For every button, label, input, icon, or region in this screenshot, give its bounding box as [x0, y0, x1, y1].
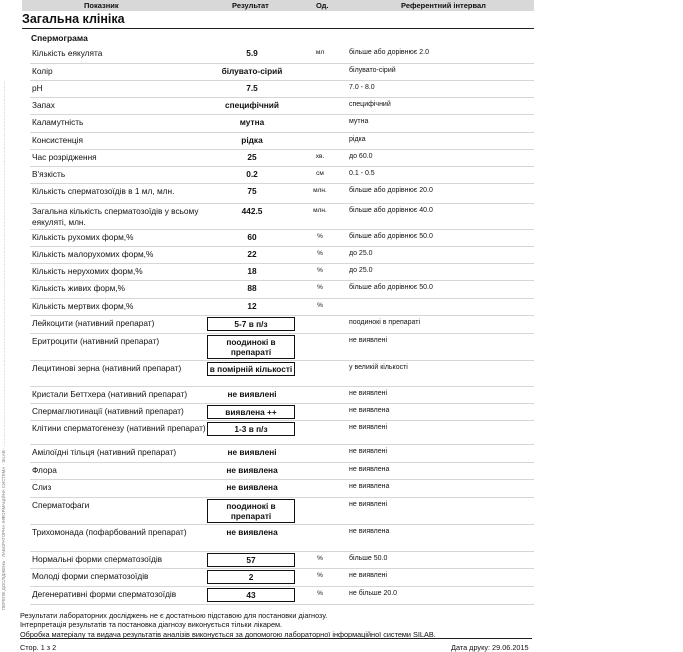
- page-number: Стор. 1 з 2: [20, 643, 57, 652]
- row-result-value: 12: [247, 301, 257, 311]
- row-reference: білувато-сірий: [349, 67, 396, 74]
- row-indicator-name: pH: [32, 83, 43, 93]
- row-result-value: 1-3 в п/з: [207, 422, 295, 436]
- row-result-value: поодинокі в препараті: [207, 335, 295, 359]
- row-result-value: не виявлена: [226, 527, 278, 537]
- table-row: [22, 281, 534, 299]
- row-indicator-name: Кількість живих форм,%: [32, 283, 126, 293]
- table-row: [22, 264, 534, 281]
- row-reference: не виявлені: [349, 424, 388, 431]
- table-row: [22, 404, 534, 421]
- header-result: Результат: [232, 1, 269, 10]
- row-reference: до 25.0: [349, 267, 373, 274]
- row-result-value: 75: [247, 186, 257, 196]
- row-unit: %: [317, 572, 323, 579]
- row-unit: %: [317, 555, 323, 562]
- table-header: [22, 0, 534, 11]
- row-reference: більше або дорівнює 50.0: [349, 284, 433, 291]
- row-result-value: 7.5: [246, 83, 258, 93]
- table-row: [22, 569, 534, 587]
- row-indicator-name: Колір: [32, 66, 53, 76]
- row-reference: до 25.0: [349, 250, 373, 257]
- row-indicator-name: Флора: [32, 465, 57, 475]
- row-indicator-name: Нормальні форми сперматозоїдів: [32, 554, 163, 564]
- header-indicator: Показник: [84, 1, 119, 10]
- row-unit: %: [317, 233, 323, 240]
- row-indicator-name: Час розрідження: [32, 152, 97, 162]
- row-result-value: 2: [207, 570, 295, 584]
- row-reference: не виявлені: [349, 448, 388, 455]
- row-indicator-name: В'язкість: [32, 169, 66, 179]
- row-result-value: не виявлені: [227, 389, 277, 399]
- row-result-value: виявлена ++: [207, 405, 295, 419]
- sub-title: Спермограма: [31, 33, 88, 43]
- row-reference: до 60.0: [349, 153, 373, 160]
- table-row: [22, 552, 534, 569]
- table-row: [22, 204, 534, 230]
- table-row: [22, 463, 534, 480]
- print-date: Дата друку: 29.06.2015: [451, 643, 529, 652]
- table-row: [22, 98, 534, 115]
- table-row: [22, 387, 534, 404]
- row-unit: %: [317, 267, 323, 274]
- row-result-value: не виявлена: [226, 465, 278, 475]
- row-indicator-name: Кількість сперматозоїдів в 1 мл, млн.: [32, 186, 175, 196]
- row-indicator-name: Загальна кількість сперматозоїдів у всьому еякуляті, млн.: [32, 206, 199, 227]
- table-row: [22, 81, 534, 98]
- row-reference: не виявлені: [349, 572, 388, 579]
- row-reference: не виявлена: [349, 528, 390, 535]
- row-result-value: 22: [247, 249, 257, 259]
- table-row: [22, 46, 534, 64]
- row-result-value: мутна: [239, 117, 265, 127]
- row-reference: не виявлена: [349, 466, 390, 473]
- row-unit: %: [317, 250, 323, 257]
- footer-note-2: Інтерпретація результатів та постановка діагнозу виконується тільки лікарем.: [20, 620, 283, 629]
- row-indicator-name: Запах: [32, 100, 55, 110]
- row-indicator-name: Кількість малорухомих форм,%: [32, 249, 154, 259]
- row-unit: млн.: [313, 187, 327, 194]
- row-reference: не виявлені: [349, 390, 388, 397]
- row-reference: більше або дорівнює 2.0: [349, 49, 429, 56]
- table-row: [22, 316, 534, 334]
- row-indicator-name: Дегенеративні форми сперматозоїдів: [32, 589, 177, 599]
- row-indicator-name: Кількість рухомих форм,%: [32, 232, 134, 242]
- row-reference: більше 50.0: [349, 555, 388, 562]
- row-result-value: 0.2: [246, 169, 258, 179]
- row-result-value: рідка: [241, 135, 263, 145]
- row-indicator-name: Сперматофаги: [32, 500, 90, 510]
- row-reference: специфічний: [349, 101, 391, 108]
- row-reference: більше або дорівнює 50.0: [349, 233, 433, 240]
- row-reference: мутна: [349, 118, 369, 125]
- row-unit: %: [317, 590, 323, 597]
- row-indicator-name: Кількість еякулята: [32, 48, 103, 58]
- row-indicator-name: Кристали Беттхера (нативний препарат): [32, 389, 188, 399]
- row-reference: не виявлені: [349, 501, 388, 508]
- row-result-value: 43: [207, 588, 295, 602]
- table-row: [22, 247, 534, 264]
- row-unit: млн.: [313, 207, 327, 214]
- footer-note-1: Результати лабораторних досліджень не є достатньою підставою для постановки діагнозу.: [20, 611, 328, 620]
- row-result-value: поодинокі в препараті: [207, 499, 295, 523]
- row-indicator-name: Каламутність: [32, 117, 84, 127]
- row-indicator-name: Кількість мертвих форм,%: [32, 301, 134, 311]
- row-reference: більше або дорівнює 40.0: [349, 207, 433, 214]
- row-reference: не більше 20.0: [349, 590, 398, 597]
- row-result-value: не виявлені: [227, 447, 277, 457]
- row-reference: у великій кількості: [349, 364, 408, 371]
- table-row: [22, 480, 534, 498]
- row-unit: %: [317, 284, 323, 291]
- header-reference: Референтний інтервал: [401, 1, 486, 10]
- table-row: [22, 64, 534, 81]
- row-unit: хв.: [315, 153, 325, 160]
- row-result-value: 25: [247, 152, 257, 162]
- side-print-text: ПЕРЕЛІК ДОСЛІДЖЕНЬ · ЛАБОРАТОРНА ІНФОРМАЦІЙНА СИСТЕМА · SILAB · ………………………………………………………………………………………………………………………………………………………………………………………………………………………………: [1, 81, 6, 610]
- table-row: [22, 133, 534, 150]
- row-indicator-name: Трихомонада (пофарбований препарат): [32, 527, 187, 537]
- row-reference: більше або дорівнює 20.0: [349, 187, 433, 194]
- table-row: [22, 184, 534, 204]
- row-unit: см: [316, 170, 324, 177]
- row-reference: 0.1 - 0.5: [349, 170, 375, 177]
- row-result-value: 57: [207, 553, 295, 567]
- row-indicator-name: Консистенція: [32, 135, 83, 145]
- row-indicator-name: Молоді форми сперматозоїдів: [32, 571, 149, 581]
- table-row: [22, 445, 534, 463]
- row-unit: %: [317, 302, 323, 309]
- table-row: [22, 361, 534, 387]
- row-indicator-name: Лецитинові зерна (нативний препарат): [32, 363, 182, 373]
- row-unit: мл: [315, 49, 325, 56]
- table-row: [22, 421, 534, 445]
- table-row: [22, 299, 534, 316]
- row-indicator-name: Спермаглютинації (нативний препарат): [32, 406, 184, 416]
- row-divider: [30, 604, 534, 605]
- row-result-value: 60: [247, 232, 257, 242]
- table-row: [22, 115, 534, 133]
- row-indicator-name: Клітини сперматогенезу (нативний препарат): [32, 423, 206, 433]
- footer-rule: [20, 638, 532, 639]
- row-reference: 7.0 - 8.0: [349, 84, 375, 91]
- table-row: [22, 230, 534, 247]
- row-result-value: специфічний: [224, 100, 280, 110]
- row-reference: рідка: [349, 136, 366, 143]
- footer-note-3: Обробка матеріалу та видача результатів аналізів виконується за допомогою лабораторної інформаційної системи SILAB.: [20, 630, 436, 639]
- table-row: [22, 334, 534, 361]
- section-title: Загальна клініка: [22, 12, 534, 29]
- row-indicator-name: Еритроцити (нативний препарат): [32, 336, 160, 346]
- row-result-value: 5.9: [246, 48, 258, 58]
- row-reference: не виявлена: [349, 483, 390, 490]
- row-indicator-name: Слиз: [32, 482, 52, 492]
- table-row: [22, 525, 534, 552]
- table-row: [22, 167, 534, 184]
- row-indicator-name: Кількість нерухомих форм,%: [32, 266, 143, 276]
- table-row: [22, 150, 534, 167]
- table-row: [22, 587, 534, 605]
- row-result-value: 18: [247, 266, 257, 276]
- row-result-value: 442.5: [241, 206, 263, 216]
- row-result-value: 88: [247, 283, 257, 293]
- table-row: [22, 498, 534, 525]
- row-reference: не виявлена: [349, 407, 390, 414]
- row-result-value: 5-7 в п/з: [207, 317, 295, 331]
- row-reference: поодинокі в препараті: [349, 319, 421, 326]
- row-result-value: білувато-сірий: [221, 66, 283, 76]
- row-indicator-name: Амілоїдні тільця (нативний препарат): [32, 447, 177, 457]
- row-result-value: в помірній кількості: [207, 362, 295, 376]
- header-unit: Од.: [316, 1, 329, 10]
- row-indicator-name: Лейкоцити (нативний препарат): [32, 318, 155, 328]
- row-result-value: не виявлена: [226, 482, 278, 492]
- row-reference: не виявлені: [349, 337, 388, 344]
